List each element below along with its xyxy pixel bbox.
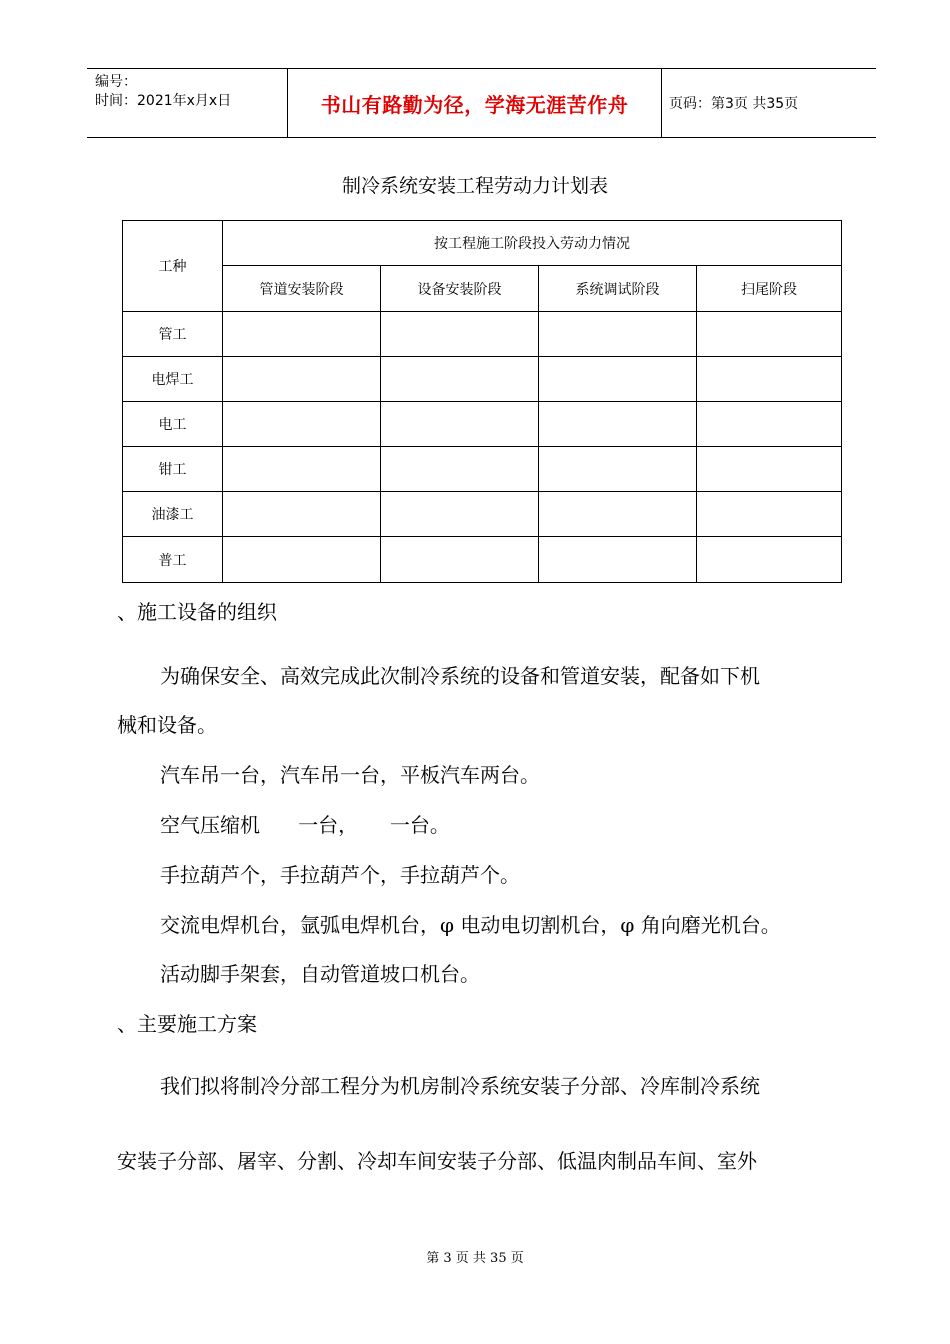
trade-cell: 油漆工 <box>123 492 223 537</box>
table-cell <box>381 357 539 402</box>
table-row <box>123 492 842 537</box>
trade-cell: 电焊工 <box>123 357 223 402</box>
paragraph-line: 械和设备。 <box>117 713 217 737</box>
table-cell <box>223 357 381 402</box>
table-cell <box>223 312 381 357</box>
table-cell <box>697 447 842 492</box>
trade-column-header: 工种 <box>123 221 223 312</box>
table-cell <box>697 312 842 357</box>
table-cell <box>381 537 539 583</box>
trade-cell: 普工 <box>123 537 223 583</box>
paragraph-line: 为确保安全、高效完成此次制冷系统的设备和管道安装，配备如下机 <box>160 664 760 688</box>
stage-header: 管道安装阶段 <box>223 266 381 312</box>
trade-cell: 钳工 <box>123 447 223 492</box>
paragraph-line: 我们拟将制冷分部工程分为机房制冷系统安装子分部、冷库制冷系统 <box>160 1074 760 1098</box>
table-cell <box>223 447 381 492</box>
stage-header: 系统调试阶段 <box>539 266 697 312</box>
stage-header: 设备安装阶段 <box>381 266 539 312</box>
header-meta <box>95 73 285 111</box>
paragraph: 空气压缩机 一台， 一台。 <box>160 813 450 837</box>
paragraph: 汽车吊一台，汽车吊一台，平板汽车两台。 <box>160 763 540 787</box>
table-row <box>123 537 842 583</box>
table-cell <box>223 537 381 583</box>
table-cell <box>539 357 697 402</box>
section-heading: 、施工设备的组织 <box>117 600 277 624</box>
table-cell <box>381 492 539 537</box>
table-cell <box>223 492 381 537</box>
trade-cell: 电工 <box>123 402 223 447</box>
stage-group-header: 按工程施工阶段投入劳动力情况 <box>223 221 842 266</box>
section-heading: 、主要施工方案 <box>117 1012 257 1036</box>
table-cell <box>539 312 697 357</box>
page-footer: 第 3 页 共 35 页 <box>426 1251 524 1266</box>
page-header <box>87 68 876 138</box>
table-row <box>123 447 842 492</box>
motto: 书山有路勤为径，学海无涯苦作舟 <box>287 69 662 137</box>
document-title: 制冷系统安装工程劳动力计划表 <box>341 175 608 197</box>
table-cell <box>697 537 842 583</box>
stage-header: 扫尾阶段 <box>697 266 842 312</box>
paragraph: 手拉葫芦个，手拉葫芦个，手拉葫芦个。 <box>160 863 520 887</box>
table-row <box>123 357 842 402</box>
table-cell <box>539 402 697 447</box>
table-cell <box>539 537 697 583</box>
trade-cell: 管工 <box>123 312 223 357</box>
table-cell <box>539 447 697 492</box>
labor-plan-table <box>122 220 842 583</box>
table-cell <box>697 492 842 537</box>
page-label: 页码：第3页 共35页 <box>669 96 799 112</box>
table-cell <box>381 447 539 492</box>
table-cell <box>223 402 381 447</box>
time-label: 时间：2021年x月x日 <box>95 93 232 109</box>
table-row <box>123 402 842 447</box>
table-cell <box>697 357 842 402</box>
table-cell <box>539 492 697 537</box>
paragraph: 交流电焊机台，氩弧电焊机台，φ 电动电切割机台，φ 角向磨光机台。 <box>160 913 781 937</box>
table-cell <box>381 312 539 357</box>
paragraph: 活动脚手架套，自动管道坡口机台。 <box>160 962 480 986</box>
table-row <box>123 312 842 357</box>
paragraph-line: 安装子分部、屠宰、分割、冷却车间安装子分部、低温肉制品车间、室外 <box>117 1149 757 1173</box>
number-label: 编号： <box>95 74 137 90</box>
table-cell <box>381 402 539 447</box>
table-cell <box>697 402 842 447</box>
